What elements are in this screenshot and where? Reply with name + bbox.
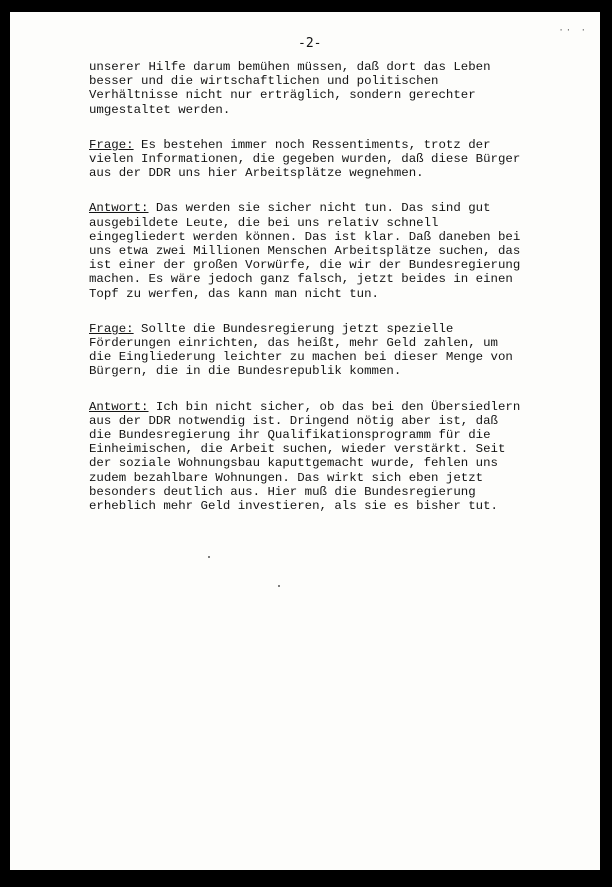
- paragraph-text: Das werden sie sicher nicht tun. Das sind gut ausgebildete Leute, die bei uns relativ schnell eingegliedert werden können. Das ist klar. Daß daneben bei uns etwa zwei Millionen Menschen Arbeitsplätze suchen, das ist einer der großen Vorwürfe, die wir der Bundesregierung machen. Es wäre jedoch ganz falsch, jetzt beides in einen Topf zu werfen, das kann man nicht tun.: [89, 201, 521, 301]
- scan-marks: ·· ·: [558, 26, 588, 36]
- speaker-label-answer: Antwort:: [89, 399, 149, 414]
- paragraph-answer: [89, 400, 589, 514]
- speaker-label-question: Frage:: [89, 137, 134, 152]
- scan-speck: [208, 556, 210, 558]
- page-number: -2-: [298, 36, 322, 51]
- paragraph-continuation: [89, 60, 589, 117]
- paragraph-answer: [89, 201, 589, 300]
- paragraph-question: [89, 322, 589, 379]
- speaker-label-question: Frage:: [89, 321, 134, 336]
- document-page: [10, 12, 600, 870]
- paragraph-question: [89, 138, 589, 181]
- scan-speck: [278, 585, 280, 587]
- speaker-label-answer: Antwort:: [89, 201, 149, 216]
- document-body: [89, 60, 589, 534]
- paragraph-text: Sollte die Bundesregierung jetzt spezielle Förderungen einrichten, das heißt, mehr Geld zahlen, um die Eingliederung leichter zu machen bei dieser Menge von Bürgern, die in die Bundesrepublik kommen.: [89, 321, 513, 379]
- paragraph-text: unserer Hilfe darum bemühen müssen, daß dort das Leben besser und die wirtschaftlichen und politischen Verhältnisse nicht nur erträglich, sondern gerechter umgestaltet werden.: [89, 60, 491, 117]
- paragraph-text: Ich bin nicht sicher, ob das bei den Übersiedlern aus der DDR notwendig ist. Dringend nötig aber ist, daß die Bundesregierung ihr Qualifikationsprogramm für die Einheimischen, die Arbeit suchen, wieder verstärkt. Seit der soziale Wohnungsbau kaputtgemacht wurde, fehlen uns zudem bezahlbare Wohnungen. Das wirkt sich eben jetzt besonders deutlich aus. Hier muß die Bundesregierung erheblich mehr Geld investieren, als sie es bisher tut.: [89, 399, 521, 514]
- paragraph-text: Es bestehen immer noch Ressentiments, trotz der vielen Informationen, die gegeben wurden, daß diese Bürger aus der DDR uns hier Arbeitsplätze wegnehmen.: [89, 137, 521, 181]
